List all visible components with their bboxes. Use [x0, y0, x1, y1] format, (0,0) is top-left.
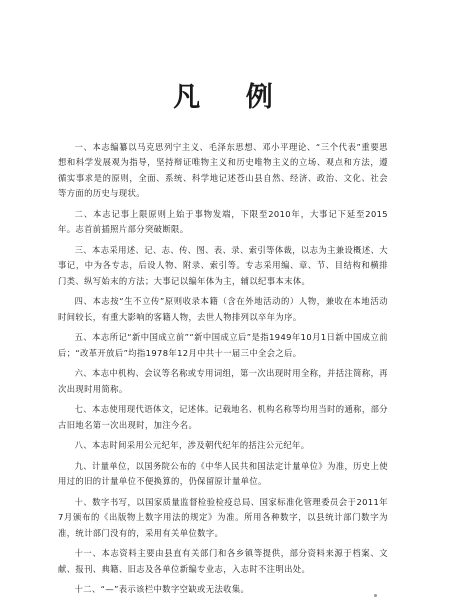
- paragraph-12: 十二、“—”表示该栏中数字空缺或无法收集。: [74, 584, 250, 595]
- page-dot-mark: [374, 594, 377, 597]
- document-body: [58, 140, 388, 598]
- paragraph-2: 二、本志记事上限原则上始于事物发端，下限至2010年，大事记下延至2015年。志首前插照片部分突破断限。: [58, 208, 388, 235]
- paragraph-6: 六、本志中机构、会议等名称或专用词组，第一次出现时用全称，并括注简称，再次出现时用简称。: [58, 368, 388, 394]
- paragraph-1: 一、本志编纂以马克思列宁主义、毛泽东思想、邓小平理论、“三个代表”重要思想和科学发展观为指导，坚持辩证唯物主义和历史唯物主义的立场、观点和方法，遵循实事求是的原则，全面、系统、科学地记述苍山县自然、经济、政治、文化、社会等方面的历史与现状。: [58, 142, 388, 199]
- paragraph-3: 三、本志采用述、记、志、传、图、表、录、索引等体裁，以志为主兼设概述、大事记，中为各专志，后设人物、附录、索引等。专志采用编、章、节、目结构和横排门类、纵写始末的方法；大事记以编年体为主，辅以纪事本末体。: [58, 244, 388, 286]
- paragraph-11: 十一、本志资料主要由县直有关部门和各乡镇等提供，部分资料来源于档案、文献、报刊、典籍、旧志及各单位新编专业志，入志时不注明出处。: [58, 548, 388, 574]
- paragraph-7: 七、本志使用现代语体文，记述体。记载地名、机构名称等均用当时的通称，部分古旧地名第一次出现时，加注今名。: [58, 404, 388, 430]
- page-title: 凡 例: [173, 82, 291, 113]
- paragraph-5: 五、本志所记“新中国成立前”“新中国成立后”是指1949年10月1日新中国成立前后；“改革开放后”均指1978年12月中共十一届三中全会之后。: [58, 332, 388, 358]
- paragraph-9: 九、计量单位，以国务院公布的《中华人民共和国法定计量单位》为准，历史上使用过的旧的计量单位不便换算的，仍保留原计量单位。: [58, 460, 388, 487]
- paragraph-4: 四、本志按“生不立传”原则收录本籍（含在外地活动的）人物，兼收在本地活动时间较长，有重大影响的客籍人物，去世人物排列以卒年为序。: [58, 296, 388, 322]
- paragraph-10: 十、数字书写，以国家质量监督检验检疫总局、国家标准化管理委员会于2011年7月颁布的《出版物上数字用法的规定》为准。所用各种数字，以县统计部门数字为准，统计部门没有的，采用有关单位数字。: [58, 496, 388, 538]
- paragraph-8: 八、本志时间采用公元纪年，涉及朝代纪年的括注公元纪年。: [74, 440, 310, 451]
